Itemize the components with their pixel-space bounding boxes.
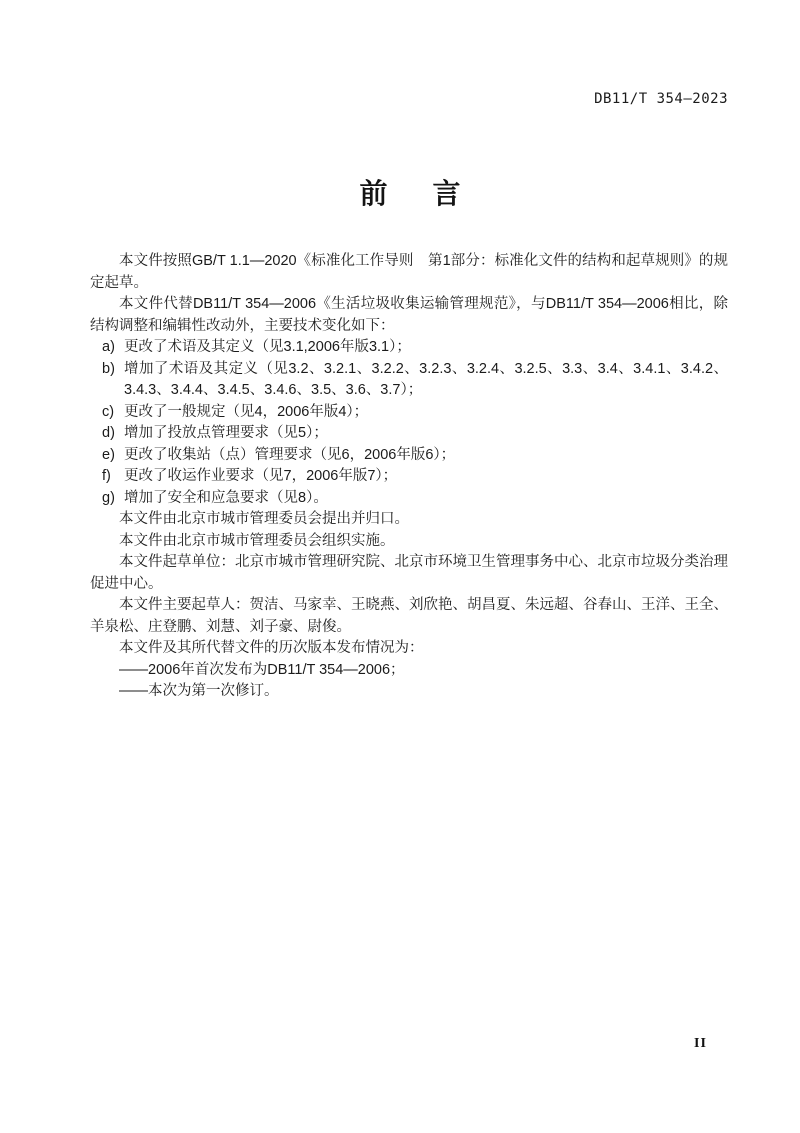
- change-item-marker: b): [102, 360, 115, 377]
- change-item: [90, 359, 728, 402]
- change-item-text: 更改了一般规定（见4，2006年版4）；: [124, 403, 369, 420]
- change-item-marker: a): [102, 339, 115, 355]
- title-char-second: 言: [432, 178, 461, 209]
- change-item: [90, 445, 728, 467]
- change-item-text: 更改了术语及其定义（见3.1,2006年版3.1）；: [124, 339, 411, 355]
- statement-paragraph: 本文件由北京市城市管理委员会组织实施。: [119, 532, 395, 549]
- change-item-marker: c): [102, 403, 115, 420]
- history-line: ——2006年首次发布为DB11/T 354—2006；: [119, 661, 405, 678]
- change-item-text: 增加了术语及其定义（见3.2、3.2.1、3.2.2、3.2.3、3.2.4、3.2.5、3.3、3.4、3.4.1、3.4.2、3.4.3、3.4.4、3.4.5、3.4.6、3.5、3.6、3.7）；: [124, 360, 728, 398]
- change-item-marker: e): [102, 446, 115, 463]
- intro-paragraph: 本文件代替DB11/T 354—2006《生活垃圾收集运输管理规范》，与DB11/T 354—2006相比，除结构调整和编辑性改动外，主要技术变化如下：: [90, 296, 728, 334]
- change-item-marker: g): [102, 489, 115, 506]
- page-title: [0, 178, 800, 210]
- foreword-body: [90, 251, 728, 703]
- change-item-marker: f): [102, 468, 111, 484]
- change-item: [90, 402, 728, 424]
- history-line: ——本次为第一次修订。: [119, 683, 279, 699]
- change-list: [90, 337, 728, 509]
- title-char-first: 前: [359, 178, 388, 209]
- change-item: [90, 466, 728, 488]
- statement-paragraph: 本文件主要起草人：贺洁、马家幸、王晓燕、刘欣艳、胡昌夏、朱远超、谷春山、王洋、王全、羊泉松、庄登鹏、刘慧、刘子豪、尉俊。: [90, 597, 728, 635]
- standard-code-header: DB11/T 354—2023: [594, 91, 728, 107]
- page-number: II: [694, 1036, 707, 1051]
- statement-paragraph: 本文件及其所代替文件的历次版本发布情况为：: [119, 640, 424, 656]
- change-item-text: 更改了收集站（点）管理要求（见6，2006年版6）；: [124, 446, 456, 463]
- change-item-text: 更改了收运作业要求（见7，2006年版7）；: [124, 468, 398, 484]
- change-item-text: 增加了安全和应急要求（见8）。: [124, 489, 328, 506]
- statement-paragraph: 本文件起草单位：北京市城市管理研究院、北京市环境卫生管理事务中心、北京市垃圾分类治理促进中心。: [90, 554, 728, 592]
- change-item: [90, 488, 728, 510]
- change-item-text: 增加了投放点管理要求（见5）；: [124, 425, 328, 441]
- change-item: [90, 423, 728, 445]
- statement-paragraph: 本文件由北京市城市管理委员会提出并归口。: [119, 511, 409, 527]
- change-item: [90, 337, 728, 359]
- change-item-marker: d): [102, 425, 115, 441]
- intro-paragraph: 本文件按照GB/T 1.1—2020《标准化工作导则 第1部分：标准化文件的结构和起草规则》的规定起草。: [90, 253, 728, 291]
